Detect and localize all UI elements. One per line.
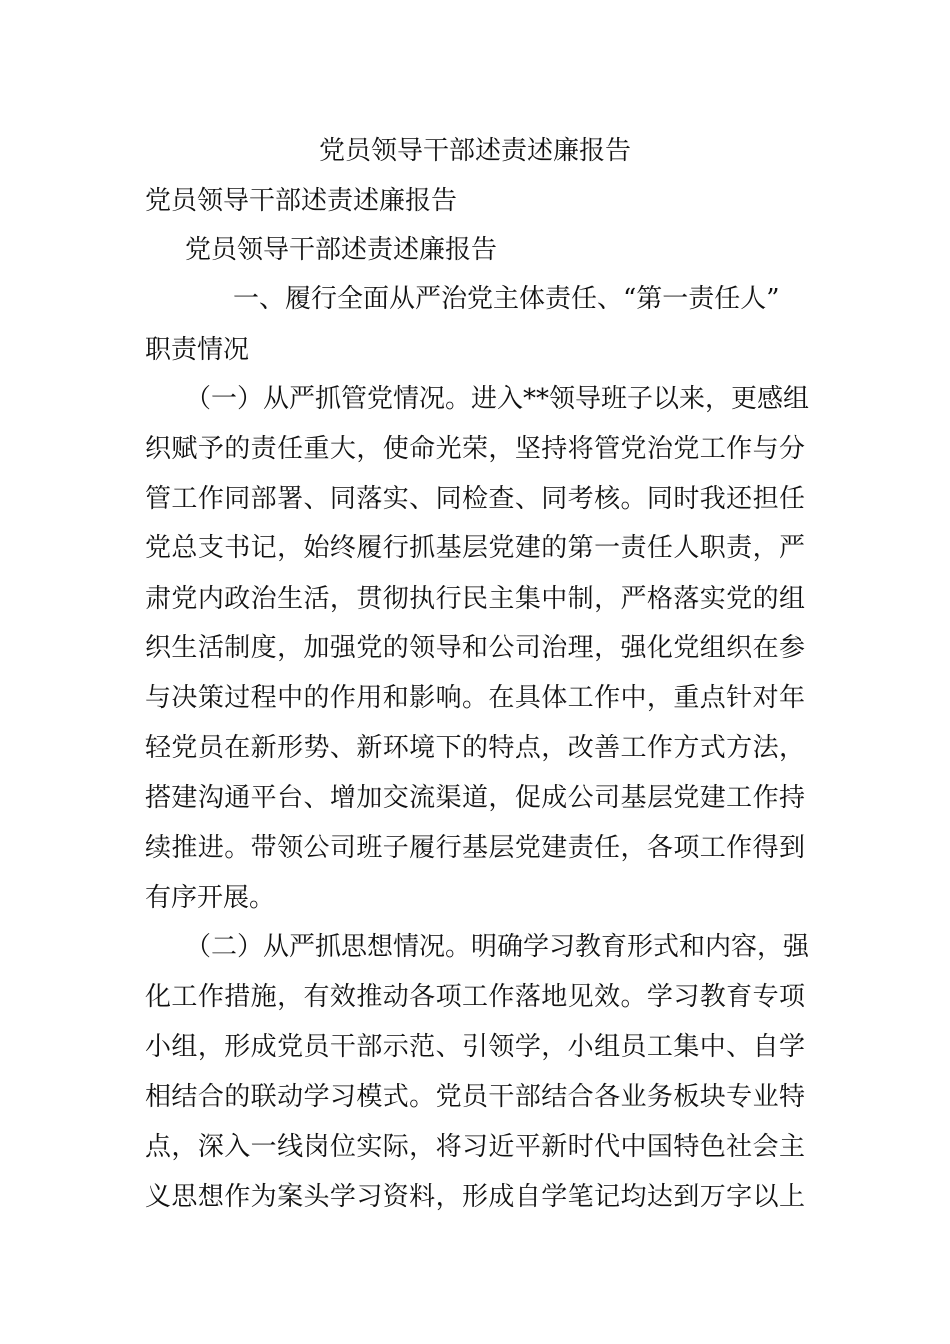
section-heading-line-2: 职责情况 (145, 335, 250, 365)
subtitle-line-2: 党员领导干部述责述廉报告 (185, 235, 498, 265)
subtitle-line-1: 党员领导干部述责述廉报告 (145, 186, 458, 216)
paragraph-1-line: 织赋予的责任重大，使命光荣，坚持将管党治党工作与分 (145, 434, 805, 464)
paragraph-1-line: 党总支书记，始终履行抓基层党建的第一责任人职责，严 (145, 533, 805, 563)
paragraph-2-line: 相结合的联动学习模式。党员干部结合各业务板块专业特 (145, 1082, 805, 1112)
paragraph-2-line: （二）从严抓思想情况。明确学习教育形式和内容，强 (185, 932, 810, 962)
paragraph-1-line: （一）从严抓管党情况。进入**领导班子以来，更感组 (185, 384, 810, 414)
paragraph-1-line: 轻党员在新形势、新环境下的特点，改善工作方式方法， (145, 733, 805, 763)
section-heading-line-1: 一、履行全面从严治党主体责任、“第一责任人” (233, 284, 780, 314)
paragraph-1-line: 肃党内政治生活，贯彻执行民主集中制，严格落实党的组 (145, 584, 805, 614)
paragraph-1-line: 搭建沟通平台、增加交流渠道，促成公司基层党建工作持 (145, 783, 805, 813)
paragraph-1-line: 续推进。带领公司班子履行基层党建责任，各项工作得到 (145, 833, 805, 863)
paragraph-2-line: 点，深入一线岗位实际，将习近平新时代中国特色社会主 (145, 1132, 805, 1162)
paragraph-2-line: 义思想作为案头学习资料，形成自学笔记均达到万字以上 (145, 1182, 805, 1212)
paragraph-1-line: 织生活制度，加强党的领导和公司治理，强化党组织在参 (145, 633, 805, 663)
document-title: 党员领导干部述责述廉报告 (318, 136, 631, 166)
paragraph-1-line: 与决策过程中的作用和影响。在具体工作中，重点针对年 (145, 683, 805, 713)
paragraph-2-line: 化工作措施，有效推动各项工作落地见效。学习教育专项 (145, 982, 805, 1012)
paragraph-1-line: 管工作同部署、同落实、同检查、同考核。同时我还担任 (145, 484, 805, 514)
paragraph-2-line: 小组，形成党员干部示范、引领学，小组员工集中、自学 (145, 1032, 805, 1062)
paragraph-1-line: 有序开展。 (145, 883, 276, 913)
